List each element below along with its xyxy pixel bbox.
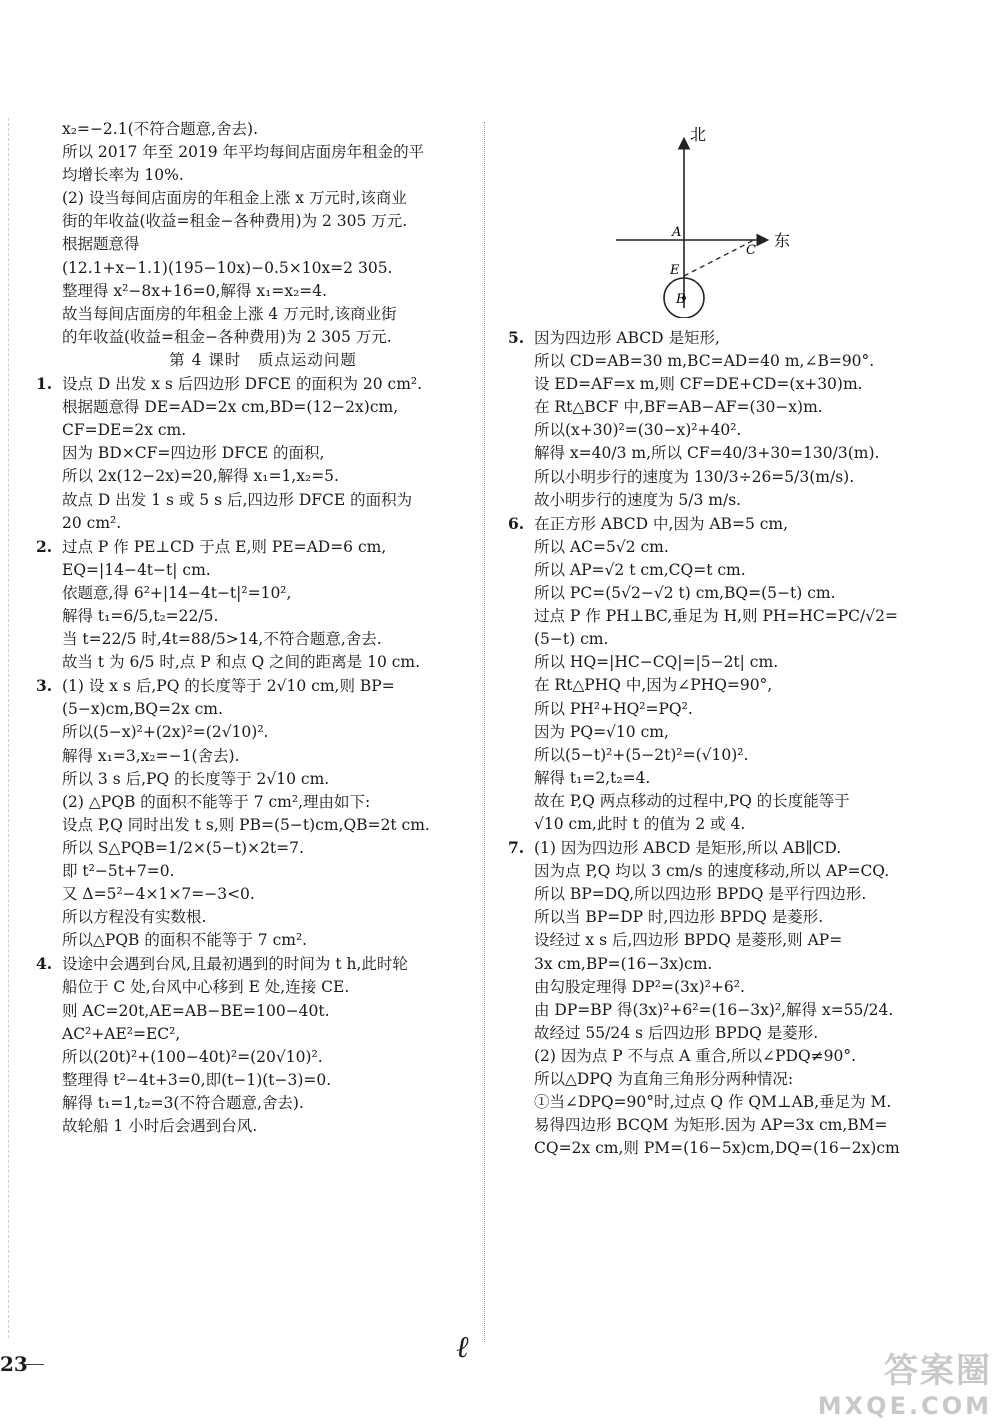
line-text: 所以 PC=(5√2−√2 t) cm,BQ=(5−t) cm.: [534, 584, 836, 603]
line-text: 因为 PQ=√10 cm,: [534, 722, 669, 741]
text-line: [36, 465, 464, 488]
line-text: 所以 HQ=|HC−CQ|=|5−2t| cm.: [534, 653, 779, 672]
line-text: 依题意,得 6²+|14−4t−t|²=10²,: [62, 583, 292, 602]
line-text: 所以(20t)²+(100−40t)²=(20√10)².: [62, 1047, 323, 1066]
text-line: [36, 187, 464, 210]
text-line: [36, 721, 464, 744]
point-a-label: A: [672, 225, 682, 240]
line-text: 解得 x=40/3 m,所以 CF=40/3+30=130/3(m).: [534, 444, 880, 463]
text-line: [36, 814, 464, 837]
text-line: [508, 326, 928, 350]
text-line: [508, 536, 928, 559]
text-line: [508, 628, 928, 651]
line-text: 即 t²−5t+7=0.: [62, 862, 175, 880]
text-line: [36, 257, 464, 280]
line-text: 所以 3 s 后,PQ 的长度等于 2√10 cm.: [62, 769, 330, 788]
line-text: CQ=2x cm,则 PM=(16−5x)cm,DQ=(16−2x)cm: [534, 1139, 900, 1158]
line-text: 第 4 课时 质点运动问题: [169, 350, 357, 369]
text-line: [36, 906, 464, 929]
line-text: (1) 因为四边形 ABCD 是矩形,所以 AB∥CD.: [534, 839, 842, 858]
text-line: [36, 952, 464, 976]
line-text: ①当∠DPQ=90°时,过点 Q 作 QM⊥AB,垂足为 M.: [534, 1093, 892, 1112]
line-text: 根据题意得: [62, 235, 140, 254]
dashed-line-ec: [684, 240, 754, 276]
problem-number: 6.: [508, 513, 525, 533]
handwritten-mark: ℓ: [456, 1330, 469, 1365]
left-column: [36, 118, 464, 1138]
line-text: 当 t=22/5 时,4t=88/5>14,不符合题意,舍去.: [62, 630, 382, 649]
text-line: [36, 233, 464, 256]
line-text: 故当 t 为 6/5 时,点 P 和点 Q 之间的距离是 10 cm.: [62, 653, 421, 672]
text-line: [36, 1092, 464, 1115]
line-text: 过点 P 作 PH⊥BC,垂足为 H,则 PH=HC=PC/√2=: [534, 607, 898, 626]
text-line: [508, 582, 928, 605]
line-text: 过点 P 作 PE⊥CD 于点 E,则 PE=AD=6 cm,: [62, 537, 387, 556]
line-text: 在 Rt△PHQ 中,因为∠PHQ=90°,: [534, 676, 773, 695]
text-line: [36, 1046, 464, 1069]
text-line: [36, 605, 464, 628]
text-line: [36, 837, 464, 860]
line-text: 设点 D 出发 x s 后四边形 DFCE 的面积为 20 cm².: [62, 375, 423, 394]
text-line: [36, 1115, 464, 1138]
text-line: [36, 164, 464, 187]
line-text: 所以(5−x)²+(2x)²=(2√10)².: [62, 723, 269, 742]
text-line: [508, 373, 928, 396]
text-line: [508, 559, 928, 582]
east-label: 东: [774, 231, 791, 250]
text-line: [36, 1000, 464, 1023]
line-text: 解得 t₁=2,t₂=4.: [534, 768, 651, 787]
text-line: [36, 883, 464, 906]
line-text: 由勾股定理得 DP²=(3x)²+6².: [534, 977, 745, 996]
text-line: [508, 442, 928, 465]
text-line: [508, 350, 928, 373]
line-text: 所以 2x(12−2x)=20,解得 x₁=1,x₂=5.: [62, 467, 339, 486]
text-line: [508, 836, 928, 860]
line-text: 所以△DPQ 为直角三角形分两种情况:: [534, 1070, 794, 1088]
text-line: [508, 489, 928, 512]
line-text: 因为 BD×CF=四边形 DFCE 的面积,: [62, 444, 325, 463]
text-line: [508, 790, 928, 813]
text-line: [36, 768, 464, 791]
line-text: 故经过 55/24 s 后四边形 BPDQ 是菱形.: [534, 1023, 819, 1042]
line-text: x₂=−2.1(不符合题意,舍去).: [62, 120, 259, 138]
line-text: 故轮船 1 小时后会遇到台风.: [62, 1117, 258, 1136]
line-text: 所以(x+30)²=(30−x)²+40².: [534, 421, 742, 440]
text-line: [508, 651, 928, 674]
text-line: [36, 535, 464, 559]
text-line: [36, 860, 464, 883]
line-text: (5−t) cm.: [534, 630, 609, 649]
line-text: 的年收益(收益=租金−各种费用)为 2 305 万元.: [62, 327, 392, 346]
text-line: [36, 582, 464, 605]
text-line: [36, 489, 464, 512]
line-text: 所以 2017 年至 2019 年平均每间店面房年租金的平: [62, 143, 425, 162]
problem-number: 2.: [36, 536, 53, 556]
column-divider: [484, 122, 485, 1342]
line-text: 20 cm².: [62, 513, 122, 532]
line-text: 故在 P,Q 两点移动的过程中,PQ 的长度能等于: [534, 791, 850, 810]
text-line: [508, 813, 928, 836]
text-line: [36, 372, 464, 396]
line-text: 故当每间店面房的年租金上涨 4 万元时,该商业街: [62, 304, 397, 323]
line-text: (5−x)cm,BQ=2x cm.: [62, 700, 223, 719]
line-text: (1) 设 x s 后,PQ 的长度等于 2√10 cm,则 BP=: [62, 677, 395, 696]
page-number: 23: [0, 1352, 28, 1376]
line-text: 所以 AC=5√2 cm.: [534, 537, 669, 556]
text-line: [36, 976, 464, 999]
problem-number: 1.: [36, 374, 53, 394]
right-column-text: [508, 326, 928, 1160]
line-text: 在正方形 ABCD 中,因为 AB=5 cm,: [534, 514, 789, 533]
problem-number: 7.: [508, 838, 525, 858]
text-line: [36, 280, 464, 303]
text-line: [508, 721, 928, 744]
text-line: [508, 929, 928, 952]
line-text: AC²+AE²=EC²,: [62, 1024, 181, 1043]
watermark-line2: MXQE.COM: [817, 1392, 992, 1420]
line-text: (12.1+x−1.1)(195−10x)−0.5×10x=2 305.: [62, 258, 393, 277]
line-text: 设经过 x s 后,四边形 BPDQ 是菱形,则 AP=: [534, 931, 843, 950]
text-line: [36, 698, 464, 721]
line-text: 解得 t₁=6/5,t₂=22/5.: [62, 606, 219, 625]
line-text: 所以 S△PQB=1/2×(5−t)×2t=7.: [62, 838, 304, 857]
line-text: 所以方程没有实数根.: [62, 908, 207, 927]
line-text: (2) △PQB 的面积不能等于 7 cm²,理由如下:: [62, 792, 371, 811]
text-line: [508, 767, 928, 790]
text-line: [508, 1068, 928, 1091]
problem-number: 3.: [36, 676, 53, 696]
text-line: [508, 512, 928, 536]
text-line: [36, 512, 464, 535]
line-text: 故点 D 出发 1 s 或 5 s 后,四边形 DFCE 的面积为: [62, 490, 413, 509]
line-text: 因为点 P,Q 均以 3 cm/s 的速度移动,所以 AP=CQ.: [534, 862, 890, 881]
text-line: [508, 1045, 928, 1068]
text-line: [508, 953, 928, 976]
text-line: [36, 303, 464, 326]
line-text: 所以当 BP=DP 时,四边形 BPDQ 是菱形.: [534, 908, 824, 927]
line-text: 设点 P,Q 同时出发 t s,则 PB=(5−t)cm,QB=2t cm.: [62, 815, 430, 834]
line-text: 又 Δ=5²−4×1×7=−3<0.: [62, 885, 255, 904]
compass-diagram: [596, 118, 836, 318]
text-line: [36, 628, 464, 651]
text-line: [36, 210, 464, 233]
line-text: 均增长率为 10%.: [62, 166, 184, 185]
line-text: (2) 设当每间店面房的年租金上涨 x 万元时,该商业: [62, 189, 407, 208]
line-text: 根据题意得 DE=AD=2x cm,BD=(12−2x)cm,: [62, 398, 399, 417]
line-text: √10 cm,此时 t 的值为 2 或 4.: [534, 814, 746, 833]
text-line: [36, 929, 464, 952]
watermark-line1: 答案圈: [884, 1351, 992, 1391]
line-text: 易得四边形 BCQM 为矩形.因为 AP=3x cm,BM=: [534, 1116, 888, 1135]
line-text: 由 DP=BP 得(3x)²+6²=(16−3x)²,解得 x=55/24.: [534, 1000, 894, 1019]
line-text: 船位于 C 处,台风中心移到 E 处,连接 CE.: [62, 978, 350, 997]
text-line: [36, 419, 464, 442]
text-line: [36, 651, 464, 674]
text-line: [36, 118, 464, 141]
problem-number: 4.: [36, 954, 53, 974]
binding-margin-line: [8, 118, 9, 1338]
line-text: 解得 x₁=3,x₂=−1(舍去).: [62, 746, 240, 765]
line-text: 因为四边形 ABCD 是矩形,: [534, 329, 720, 347]
line-text: 所以 AP=√2 t cm,CQ=t cm.: [534, 560, 746, 579]
line-text: 3x cm,BP=(16−3x)cm.: [534, 954, 713, 973]
line-text: CF=DE=2x cm.: [62, 421, 187, 440]
line-text: 街的年收益(收益=租金−各种费用)为 2 305 万元.: [62, 212, 408, 231]
text-line: [36, 745, 464, 768]
text-line: [36, 442, 464, 465]
page-number-rule: [26, 1364, 44, 1365]
section-heading: [36, 349, 464, 372]
line-text: 在 Rt△BCF 中,BF=AB−AF=(30−x)m.: [534, 398, 823, 417]
line-text: 所以(5−t)²+(5−2t)²=(√10)².: [534, 745, 749, 764]
line-text: 所以△PQB 的面积不能等于 7 cm².: [62, 931, 308, 950]
point-e-label: E: [670, 263, 680, 278]
line-text: 则 AC=20t,AE=AB−BE=100−40t.: [62, 1001, 330, 1020]
text-line: [508, 396, 928, 419]
text-line: [508, 419, 928, 442]
text-line: [508, 698, 928, 721]
line-text: (2) 因为点 P 不与点 A 重合,所以∠PDQ≠90°.: [534, 1046, 857, 1065]
north-label: 北: [690, 125, 707, 144]
text-line: [508, 906, 928, 929]
line-text: 所以小明步行的速度为 130/3÷26=5/3(m/s).: [534, 467, 855, 486]
line-text: 解得 t₁=1,t₂=3(不符合题意,舍去).: [62, 1093, 304, 1112]
text-line: [508, 674, 928, 697]
line-text: 故小明步行的速度为 5/3 m/s.: [534, 490, 742, 509]
text-line: [508, 1091, 928, 1114]
text-line: [36, 326, 464, 349]
line-text: 所以 CD=AB=30 m,BC=AD=40 m,∠B=90°.: [534, 352, 875, 371]
point-b-label: B: [676, 292, 686, 307]
text-line: [508, 1022, 928, 1045]
text-line: [508, 883, 928, 906]
text-line: [36, 396, 464, 419]
text-line: [508, 1137, 928, 1160]
line-text: 整理得 t²−4t+3=0,即(t−1)(t−3)=0.: [62, 1070, 332, 1089]
text-line: [508, 999, 928, 1022]
text-line: [36, 141, 464, 164]
text-line: [508, 976, 928, 999]
problem-number: 5.: [508, 328, 525, 347]
text-line: [36, 1023, 464, 1046]
line-text: 所以 BP=DQ,所以四边形 BPDQ 是平行四边形.: [534, 885, 867, 904]
watermark: [818, 1343, 992, 1420]
text-line: [36, 674, 464, 698]
text-line: [508, 744, 928, 767]
line-text: 整理得 x²−8x+16=0,解得 x₁=x₂=4.: [62, 281, 328, 300]
line-text: EQ=|14−4t−t| cm.: [62, 560, 211, 579]
line-text: 设 ED=AF=x m,则 CF=DE+CD=(x+30)m.: [534, 375, 863, 394]
text-line: [508, 605, 928, 628]
line-text: 所以 PH²+HQ²=PQ².: [534, 699, 693, 718]
text-line: [36, 791, 464, 814]
text-line: [508, 860, 928, 883]
line-text: 设途中会遇到台风,且最初遇到的时间为 t h,此时轮: [62, 955, 408, 974]
text-line: [36, 559, 464, 582]
text-line: [36, 1069, 464, 1092]
text-line: [508, 1114, 928, 1137]
text-line: [508, 466, 928, 489]
point-c-label: C: [746, 243, 756, 258]
